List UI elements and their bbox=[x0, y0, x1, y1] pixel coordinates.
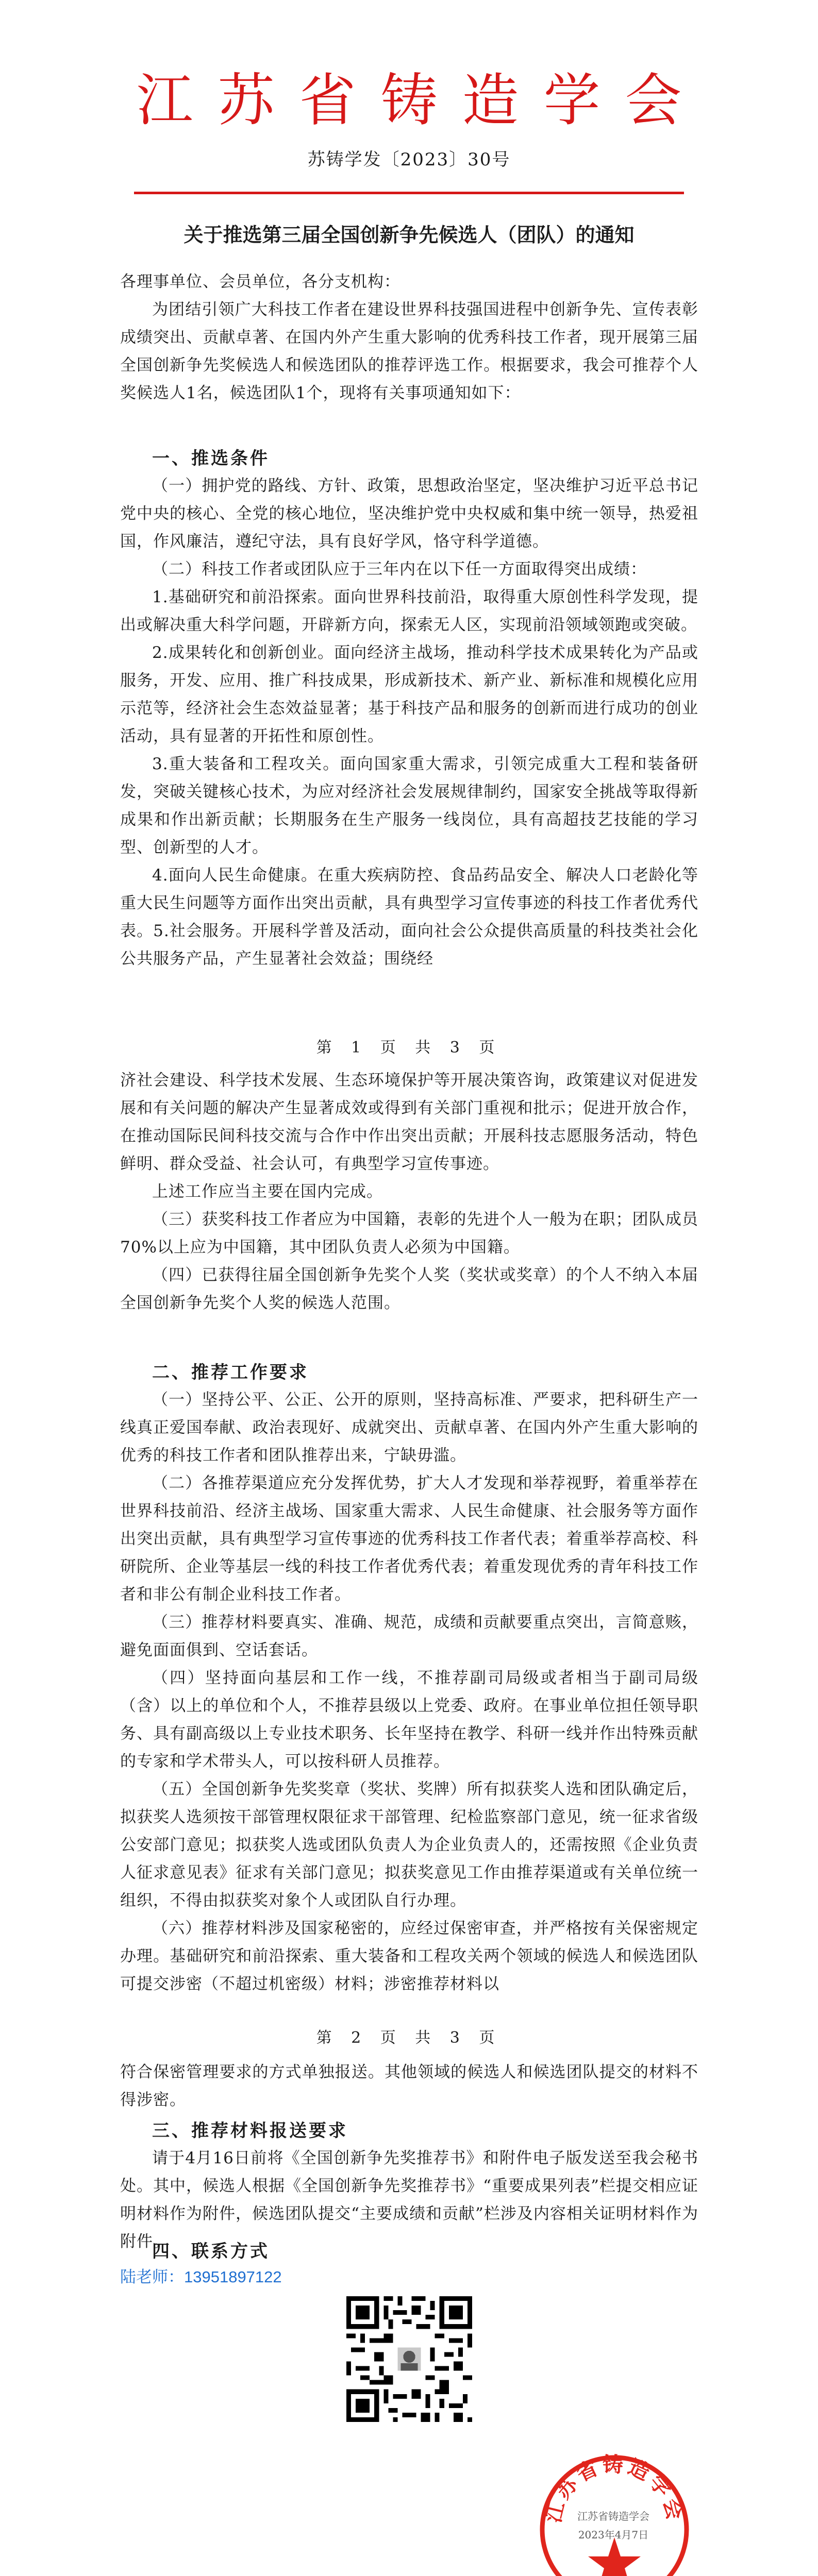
section-heading-4: 四、联系方式 bbox=[152, 2241, 270, 2262]
document-number: 苏铸学发〔2023〕30号 bbox=[307, 149, 511, 170]
paragraph: （三）获奖科技工作者应为中国籍，表彰的先进个人一般为在职；团队成员70%以上应为中国籍，其中团队负责人必须为中国籍。 bbox=[120, 1210, 698, 1257]
page1-intro bbox=[120, 268, 698, 407]
paragraph: （六）推荐材料涉及国家秘密的，应经过保密审查，并严格按有关保密规定办理。基础研究和前沿探索、重大装备和工程攻关两个领域的候选人和候选团队可提交涉密（不超过机密级）材料；涉密推荐材料以 bbox=[120, 1919, 698, 1993]
document-title: 关于推选第三届全国创新争先候选人（团队）的通知 bbox=[183, 223, 635, 246]
paragraph: 2.成果转化和创新创业。面向经济主战场，推动科学技术成果转化为产品或服务，开发、应用、推广科技成果，形成新技术、新产业、新标准和规模化应用示范等，经济社会生态效益显著；基于科技产品和服务的创新而进行成功的创业活动，具有显著的开拓性和原创性。 bbox=[120, 643, 698, 745]
seal-date: 2023年4月7日 bbox=[578, 2529, 649, 2541]
paragraph: （三）推荐材料要真实、准确、规范，成绩和贡献要重点突出，言简意赅，避免面面俱到、空话套话。 bbox=[120, 1613, 698, 1659]
page3-body-a bbox=[120, 2058, 698, 2114]
contact-phone-link[interactable]: 陆老师：13951897122 bbox=[120, 2268, 282, 2286]
paragraph: 上述工作应当主要在国内完成。 bbox=[152, 1182, 383, 1201]
seal-inner-org: 江苏省铸造学会 bbox=[577, 2510, 649, 2522]
org-title: 江苏省铸造学会 bbox=[136, 67, 707, 133]
paragraph: 1.基础研究和前沿探索。面向世界科技前沿，取得重大原创性科学发现，提出或解决重大科学问题，开辟新方向，探索无人区，实现前沿领域领跑或突破。 bbox=[120, 588, 698, 634]
paragraph: （四）已获得往届全国创新争先奖个人奖（奖状或奖章）的个人不纳入本届全国创新争先奖个人奖的候选人范围。 bbox=[120, 1266, 698, 1312]
section-heading-3: 三、推荐材料报送要求 bbox=[152, 2121, 348, 2141]
section-heading-2: 二、推荐工作要求 bbox=[152, 1362, 309, 1383]
paragraph: （五）全国创新争先奖奖章（奖状、奖牌）所有拟获奖人选和团队确定后，拟获奖人选须按干部管理权限征求干部管理、纪检监察部门意见，统一征求省级公安部门意见；拟获奖人选或团队负责人为企业负责人的，还需按照《企业负责人征求意见表》征求有关部门意见；拟获奖意见工作由推荐渠道或有关单位统一组织，不得由拟获奖对象个人或团队自行办理。 bbox=[120, 1780, 698, 1910]
red-divider bbox=[134, 192, 684, 194]
qr-code bbox=[342, 2292, 477, 2427]
paragraph: 济社会建设、科学技术发展、生态环境保护等开展决策咨询，政策建议对促进发展和有关问题的解决产生显著成效或得到有关部门重视和批示；促进开放合作，在推动国际民间科技交流与合作中作出突出贡献；开展科技志愿服务活动，特色鲜明、群众受益、社会认可，有典型学习宣传事迹。 bbox=[120, 1071, 698, 1173]
paragraph: 请于4月16日前将《全国创新争先奖推荐书》和附件电子版发送至我会秘书处。其中，候选人根据《全国创新争先奖推荐书》“重要成果列表”栏提交相应证明材料作为附件，候选团队提交“主要成绩和贡献”栏涉及内容相关证明材料作为附件。 bbox=[120, 2149, 698, 2251]
page1-body bbox=[120, 472, 698, 973]
paragraph: （二）各推荐渠道应充分发挥优势，扩大人才发现和举荐视野，着重举荐在世界科技前沿、经济主战场、国家重大需求、人民生命健康、社会服务等方面作出突出贡献，具有典型学习宣传事迹的优秀科技工作者代表；着重举荐高校、科研院所、企业等基层一线的科技工作者优秀代表；着重发现优秀的青年科技工作者和非公有制企业科技工作者。 bbox=[120, 1474, 698, 1604]
paragraph: 符合保密管理要求的方式单独报送。其他领域的候选人和候选团队提交的材料不得涉密。 bbox=[120, 2063, 698, 2109]
page-footer-2: 第 2 页 共 3 页 bbox=[316, 2029, 502, 2047]
paragraph: （二）科技工作者或团队应于三年内在以下任一方面取得突出成绩： bbox=[152, 560, 647, 579]
salutation: 各理事单位、会员单位，各分支机构： bbox=[120, 273, 400, 291]
page2-body-a bbox=[120, 1066, 698, 1317]
intro-paragraph: 为团结引领广大科技工作者在建设世界科技强国进程中创新争先、宣传表彰成绩突出、贡献卓著、在国内外产生重大影响的优秀科技工作者，现开展第三届全国创新争先奖候选人和候选团队的推荐评选工作。根据要求，我会可推荐个人奖候选人1名，候选团队1个，现将有关事项通知如下： bbox=[120, 300, 698, 402]
paragraph: （四）坚持面向基层和工作一线，不推荐副司局级或者相当于副司局级（含）以上的单位和个人，不推荐县级以上党委、政府。在事业单位担任领导职务、具有副高级以上专业技术职务、长年坚持在教学、科研一线并作出特殊贡献的专家和学术带头人，可以按科研人员推荐。 bbox=[120, 1669, 698, 1771]
qr-code-icon bbox=[342, 2292, 477, 2427]
seal-ring-text: 江苏省铸造学会 bbox=[541, 2452, 688, 2526]
paragraph: 4.面向人民生命健康。在重大疾病防控、食品药品安全、解决人口老龄化等重大民生问题等方面作出突出贡献，具有典型学习宣传事迹的科技工作者优秀代表。5.社会服务。开展科学普及活动，面向社会公众提供高质量的科技类社会化公共服务产品，产生显著社会效益；围绕经 bbox=[120, 866, 698, 968]
paragraph: （一）拥护党的路线、方针、政策，思想政治坚定，坚决维护习近平总书记党中央的核心、全党的核心地位，坚决维护党中央权威和集中统一领导，热爱祖国，作风廉洁，遵纪守法，具有良好学风，恪守科学道德。 bbox=[120, 477, 698, 551]
page-footer-1: 第 1 页 共 3 页 bbox=[316, 1039, 502, 1057]
paragraph: 3.重大装备和工程攻关。面向国家重大需求，引领完成重大工程和装备研发，突破关键核心技术，为应对经济社会发展规律制约，国家安全挑战等取得新成果和作出新贡献；长期服务在生产服务一线岗位，具有高超技艺技能的学习型、创新型的人才。 bbox=[120, 755, 698, 857]
paragraph: （一）坚持公平、公正、公开的原则，坚持高标准、严要求，把科研生产一线真正爱国奉献、政治表现好、成就突出、贡献卓著、在国内外产生重大影响的优秀的科技工作者和团队推荐出来，宁缺毋滥。 bbox=[120, 1391, 698, 1465]
section-heading-1: 一、推选条件 bbox=[152, 448, 270, 469]
page2-body-b bbox=[120, 1386, 698, 1998]
